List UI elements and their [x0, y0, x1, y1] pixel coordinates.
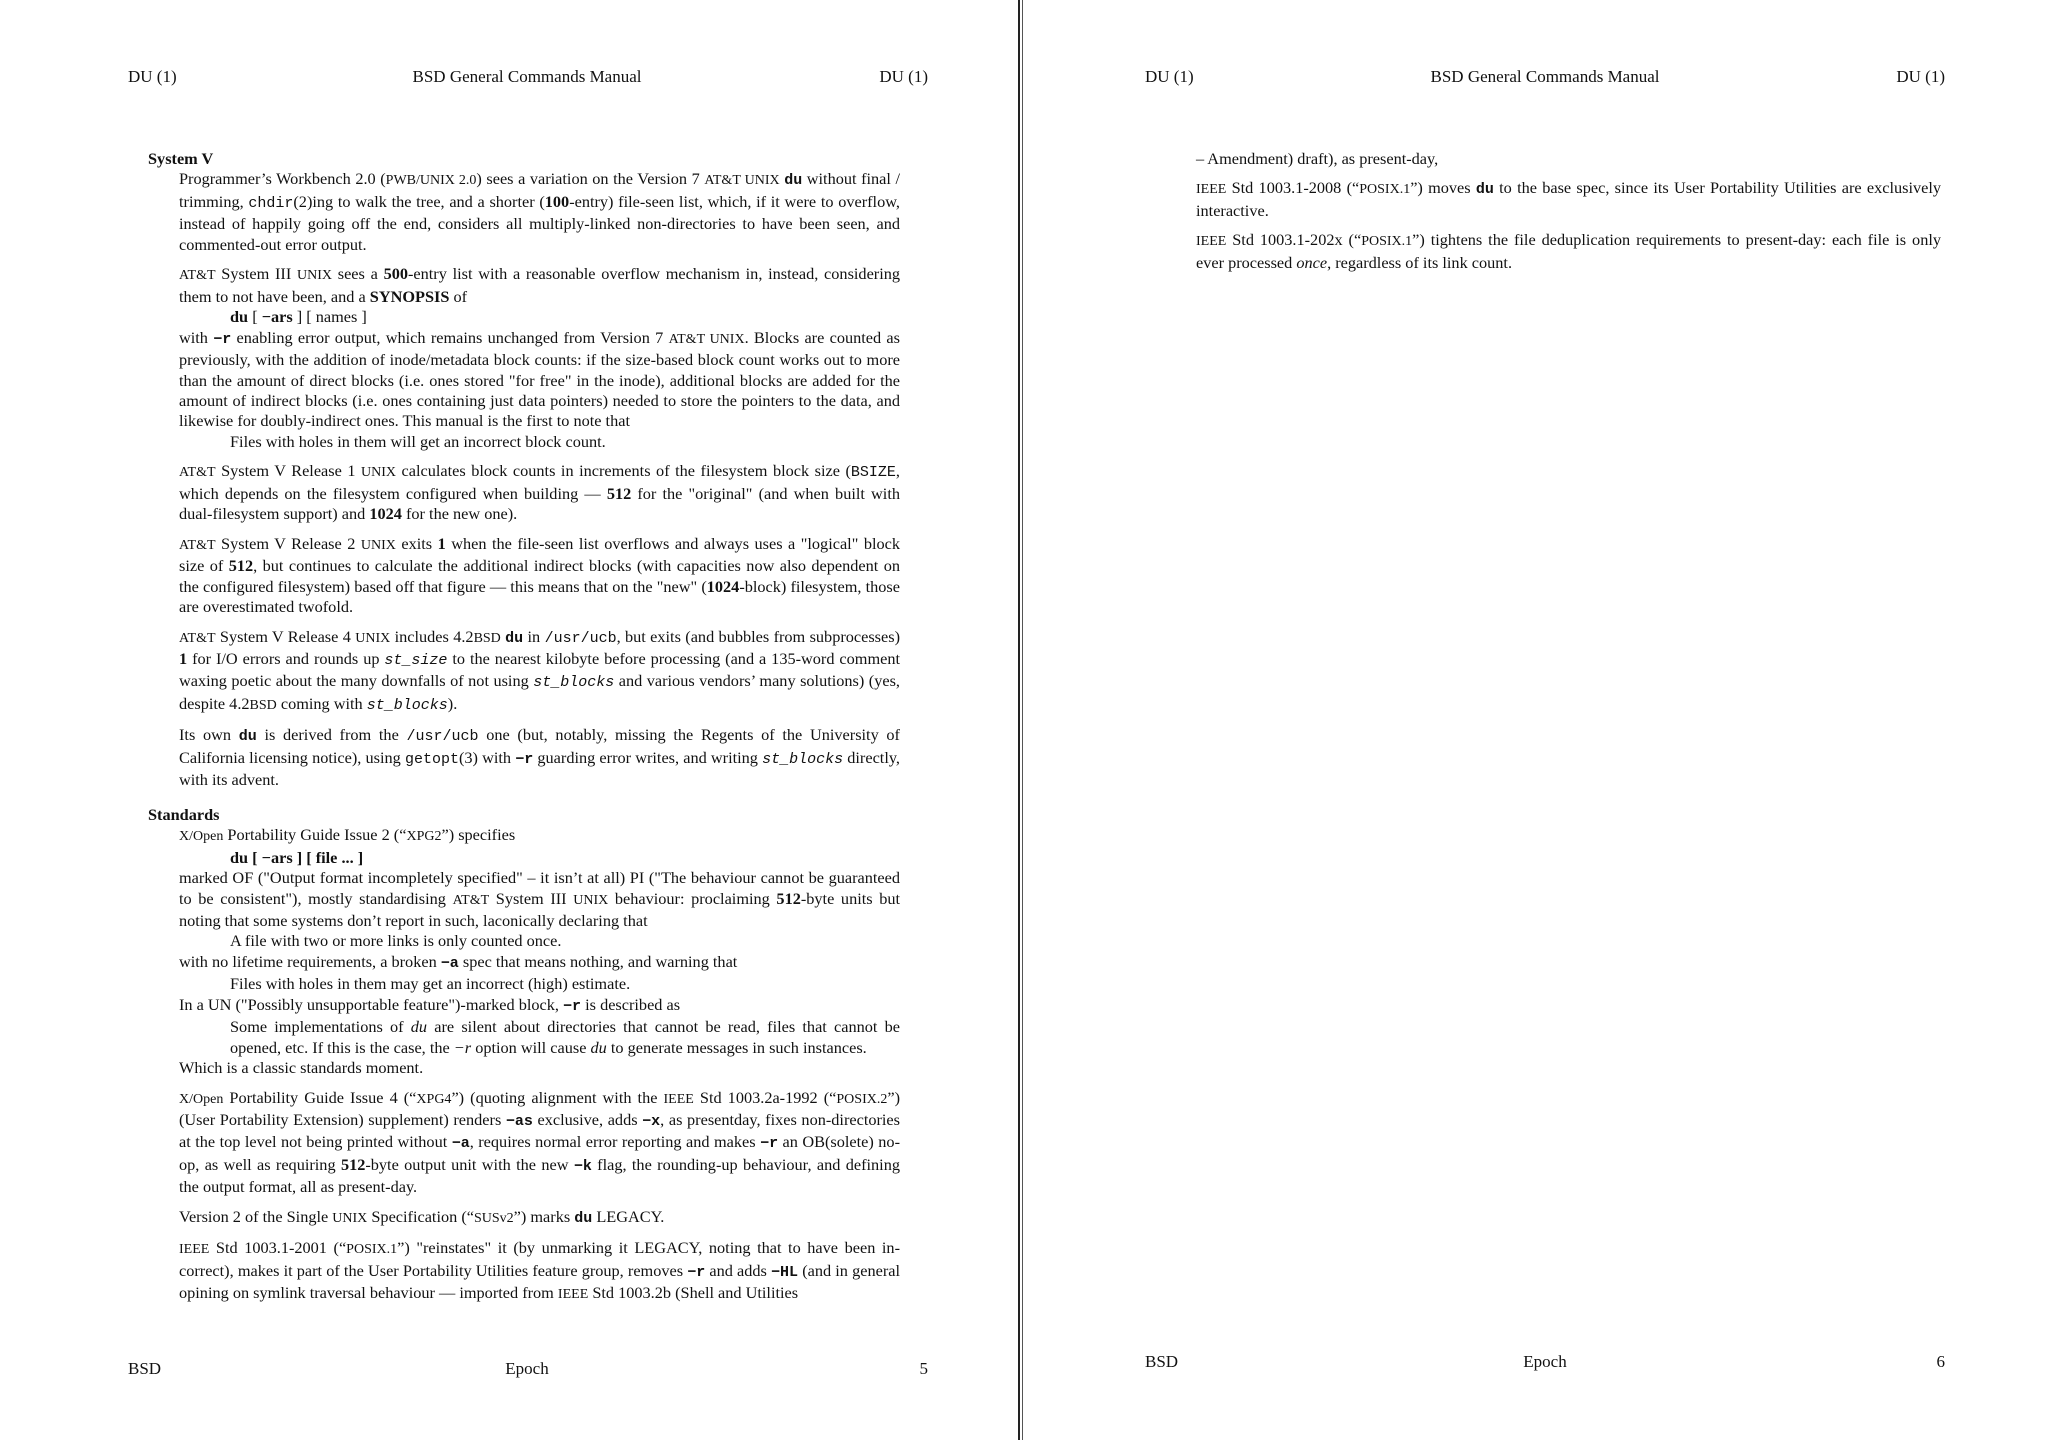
footer-center: Epoch	[505, 1359, 549, 1378]
quote-line: Files with holes in them will get an incorrect block count.	[230, 431, 606, 451]
paragraph: Version 2 of the Single UNIX Specification (“SUSv2”) marks du LEGACY.	[179, 1206, 665, 1227]
footer-left: BSD	[1145, 1352, 1179, 1371]
paragraph: – Amendment) draft), as present-day,	[1196, 149, 1439, 168]
paragraph: AT&T System V Release 4 UNIX includes 4.2BSD du in /usr/ucb, but exits (and bubbles from subprocesses) 1 for I/O errors and rounds up st_size to the nearest kilobyte before processing (and a 135-word comment waxing poetic about the many downfalls of not using st_blocks and various vendors’ many solutions) (yes, despite 4.2BSD coming with st_blocks).	[179, 626, 901, 714]
paragraph: AT&T System V Release 1 UNIX calculates block counts in increments of the filesystem block size (BSIZE, which depends on the filesystem configured when building — 512 for the "original" (and when built with dual-filesystem support) and 1024 for the new one).	[179, 461, 900, 524]
quote-line: Files with holes in them may get an incorrect (high) estimate.	[230, 974, 631, 994]
manual-page-6	[1022, 0, 2046, 1440]
paragraph: Programmer’s Workbench 2.0 (PWB/UNIX 2.0) sees a variation on the Version 7 AT&T UNIX du without final / trimming, chdir(2)ing to walk the tree, and a shorter (100-entry) file-seen list, which, if it were to overflow, instead of happily going off the end, considers all multiply-linked non-directories to have been seen, and commented-out error output.	[179, 169, 901, 254]
system-v-section	[148, 169, 900, 790]
section-heading-system-v: System V	[148, 149, 214, 168]
page-5-body	[148, 149, 900, 1306]
header-title: BSD General Commands Manual	[412, 67, 642, 86]
paragraph: IEEE Std 1003.1-202x (“POSIX.1”) tightens the file deduplication requirements to present-day: each file is only ever processed once, regardless of its link count.	[1196, 230, 1941, 272]
standards-section	[148, 825, 900, 1306]
paragraph: marked OF ("Output format incompletely specified" – it isn’t at all) PI ("The behaviour cannot be guaranteed to be consistent"), mostly standardising AT&T System III UNIX behaviour: proclaiming 512-byte units but noting that some systems don’t report in such, laconically declaring that	[179, 868, 901, 930]
header-left: DU (1)	[128, 67, 177, 86]
paragraph: with −r enabling error output, which remains unchanged from Version 7 AT&T UNIX. Blocks are counted as previously, with the addition of inode/metadata block counts: if the size-based block count works out to more than the amount of direct blocks (i.e. ones stored "for free" in the inode), additional blocks are added for the amount of indirect blocks (i.e. ones containing just data pointers) needed to store the pointers to the data, and likewise for doubly-indirect ones. This manual is the first to note that	[179, 327, 900, 431]
footer-left: BSD	[128, 1359, 162, 1378]
paragraph: IEEE Std 1003.1-2001 (“POSIX.1”) "reinstates" it (by unmarking it LEGACY, noting that to have been incorrect), makes it part of the User Portability Utilities feature group, removes −r and adds −HL (and in general opining on symlink traversal behaviour — imported from IEEE Std 1003.2b (Shell and Utilities	[179, 1238, 900, 1303]
paragraph: Which is a classic standards moment.	[179, 1058, 424, 1078]
header-left: DU (1)	[1145, 67, 1194, 86]
paragraph: In a UN ("Possibly unsupportable feature")-marked block, −r is described as	[179, 994, 681, 1015]
paragraph: X/Open Portability Guide Issue 4 (“XPG4”) (quoting alignment with the IEEE Std 1003.2a-1992 (“POSIX.2”) (User Portability Extension) supplement) renders −as exclusive, adds −x, as presentday, fixes non-directories at the top level not being printed without −a, requires normal error reporting and makes −r an OB(solete) no-op, as well as requiring 512-byte output unit with the new −k flag, the rounding-up behaviour, and defining the output format, all as present-day.	[179, 1087, 901, 1197]
paragraph: Its own du is derived from the /usr/ucb one (but, notably, missing the Regents of the University of California licensing notice), using getopt(3) with −r guarding error writes, and writing st_blocks directly, with its advent.	[179, 725, 901, 790]
page-number: 6	[1936, 1352, 1945, 1371]
quote-line: A file with two or more links is only counted once.	[230, 931, 562, 951]
paragraph: with no lifetime requirements, a broken −a spec that means nothing, and warning that	[179, 951, 738, 972]
header-right: DU (1)	[879, 67, 928, 86]
header-right: DU (1)	[1896, 67, 1945, 86]
paragraph: IEEE Std 1003.1-2008 (“POSIX.1”) moves du to the base spec, since its User Portability Utilities are exclusively interactive.	[1196, 178, 1942, 220]
paragraph: AT&T System III UNIX sees a 500-entry list with a reasonable overflow mechanism in, instead, considering them to not have been, and a SYNOPSIS of	[179, 264, 901, 306]
paragraph: AT&T System V Release 2 UNIX exits 1 when the file-seen list overflows and always uses a "logical" block size of 512, but continues to calculate the additional indirect blocks (with capacities now also dependent on the configured filesystem) based off that figure — this means that on the "new" (1024-block) filesystem, those are overestimated twofold.	[179, 533, 901, 617]
header-title: BSD General Commands Manual	[1430, 67, 1660, 86]
quote-block: Some implementations of du are silent about directories that cannot be read, files that cannot be opened, etc. If this is the case, the −r option will cause du to generate messages in such instances.	[230, 1017, 900, 1057]
page-6-body	[1196, 149, 1941, 273]
manual-page-5	[0, 0, 1020, 1440]
paragraph: X/Open Portability Guide Issue 2 (“XPG2”) specifies	[179, 825, 516, 845]
page-number: 5	[919, 1359, 928, 1378]
section-heading-standards: Standards	[148, 804, 220, 824]
footer-center: Epoch	[1523, 1352, 1567, 1371]
synopsis-line: du [ −ars ] [ file ... ]	[230, 847, 364, 867]
synopsis-line: du [ −ars ] [ names ]	[230, 307, 367, 327]
